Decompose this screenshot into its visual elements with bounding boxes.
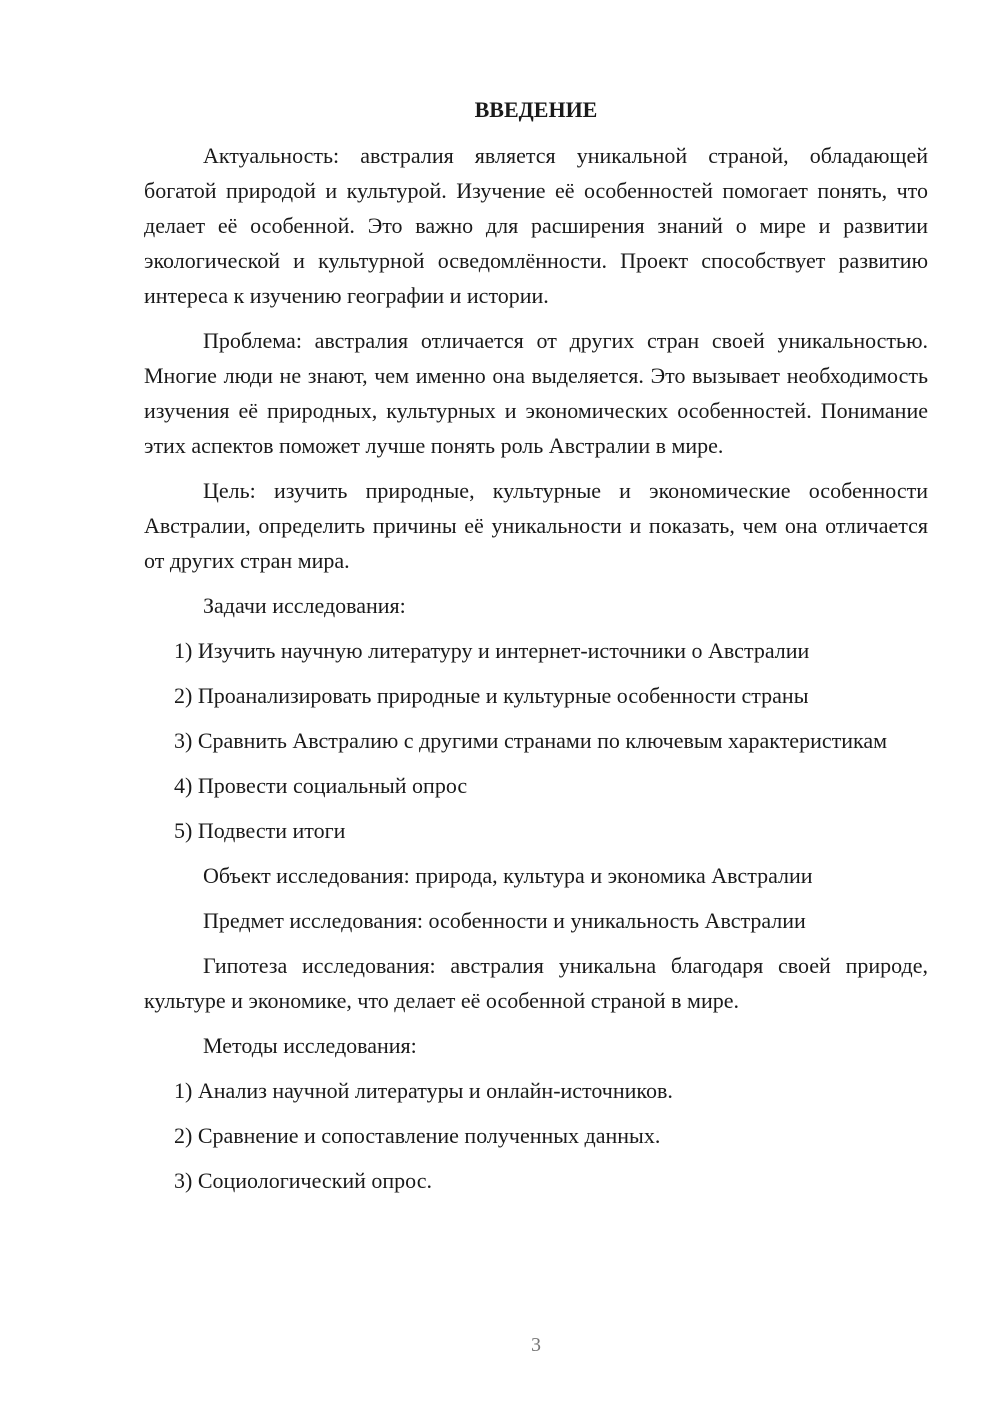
method-item: 1) Анализ научной литературы и онлайн-источников. [174,1078,673,1103]
task-item: 3) Сравнить Австралию с другими странами по ключевым характеристикам [174,728,888,753]
methods-heading: Методы исследования: [203,1033,417,1058]
subject-paragraph: Предмет исследования: особенности и уникальность Австралии [203,908,806,933]
document-page [144,96,928,1208]
object-paragraph: Объект исследования: природа, культура и экономика Австралии [203,863,813,888]
task-item: 2) Проанализировать природные и культурные особенности страны [174,683,809,708]
section-title: ВВЕДЕНИЕ [474,97,598,122]
task-item: 1) Изучить научную литературу и интернет-источники о Австралии [174,638,810,663]
relevance-paragraph: Актуальность: австралия является уникальной страной, обладающей богатой природой и культурой. Изучение её особенностей помогает понять, что делает её особенной. Это важно для расширения знаний о мире и развитии экологической и культурной осведомлённости. Проект способствует развитию интереса к изучению географии и истории. [144,143,928,308]
method-item: 2) Сравнение и сопоставление полученных данных. [174,1123,661,1148]
task-item: 4) Провести социальный опрос [174,773,468,798]
hypothesis-paragraph: Гипотеза исследования: австралия уникальна благодаря своей природе, культуре и экономике, что делает её особенной страной в мире. [144,953,928,1013]
problem-paragraph: Проблема: австралия отличается от других стран своей уникальностью. Многие люди не знают, чем именно она выделяется. Это вызывает необходимость изучения её природных, культурных и экономических особенностей. Понимание этих аспектов поможет лучше понять роль Австралии в мире. [144,328,928,458]
method-item: 3) Социологический опрос. [174,1168,432,1193]
goal-paragraph: Цель: изучить природные, культурные и экономические особенности Австралии, определить причины её уникальности и показать, чем она отличается от других стран мира. [144,478,928,573]
page-number: 3 [531,1334,541,1356]
task-item: 5) Подвести итоги [174,818,346,843]
tasks-heading: Задачи исследования: [203,593,406,618]
